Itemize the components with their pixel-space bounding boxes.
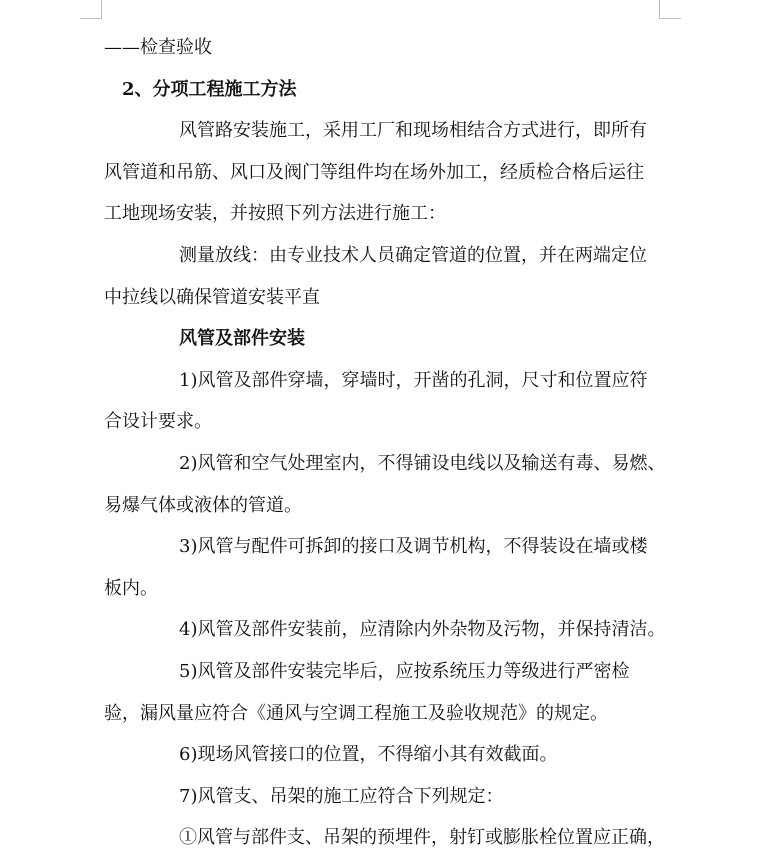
subsection-heading: 风管及部件安装 — [179, 328, 305, 350]
paragraph-line: 中拉线以确保管道安装平直 — [104, 286, 320, 308]
paragraph-line: 风管路安装施工，采用工厂和现场相结合方式进行，即所有 — [179, 120, 647, 142]
text-line: ——检查验收 — [104, 37, 212, 58]
list-item: ①风管与部件支、吊架的预埋件，射钉或膨胀栓位置应正确， — [179, 827, 665, 849]
document-body — [104, 27, 666, 859]
paragraph-line: 工地现场安装，并按照下列方法进行施工： — [104, 203, 446, 225]
crop-mark-top-left — [80, 18, 102, 19]
crop-mark-top-right — [659, 18, 681, 19]
list-item-continuation: 易爆气体或液体的管道。 — [104, 494, 302, 516]
crop-mark-top-right — [659, 0, 660, 18]
list-item-continuation: 合设计要求。 — [104, 411, 212, 433]
list-item: 4)风管及部件安装前，应清除内外杂物及污物，并保持清洁。 — [179, 619, 666, 641]
list-item: 5)风管及部件安装完毕后，应按系统压力等级进行严密检 — [179, 660, 630, 682]
section-heading: 2、分项工程施工方法 — [122, 78, 297, 100]
paragraph-line: 风管道和吊筋、风口及阀门等组件均在场外加工，经质检合格后运往 — [104, 161, 644, 183]
list-item-continuation: 验，漏风量应符合《通风与空调工程施工及验收规范》的规定。 — [104, 702, 608, 724]
paragraph-line: 测量放线：由专业技术人员确定管道的位置，并在两端定位 — [179, 244, 647, 266]
list-item: 7)风管支、吊架的施工应符合下列规定： — [179, 785, 504, 807]
crop-mark-top-left — [101, 0, 102, 18]
list-item: 3)风管与配件可拆卸的接口及调节机构，不得装设在墙或楼 — [179, 536, 648, 558]
list-item: 1)风管及部件穿墙，穿墙时，开凿的孔洞，尺寸和位置应符 — [179, 369, 648, 391]
list-item: 6)现场风管接口的位置，不得缩小其有效截面。 — [179, 744, 558, 766]
list-item: 2)风管和空气处理室内，不得铺设电线以及输送有毒、易燃、 — [179, 452, 666, 474]
list-item-continuation: 板内。 — [104, 577, 158, 599]
